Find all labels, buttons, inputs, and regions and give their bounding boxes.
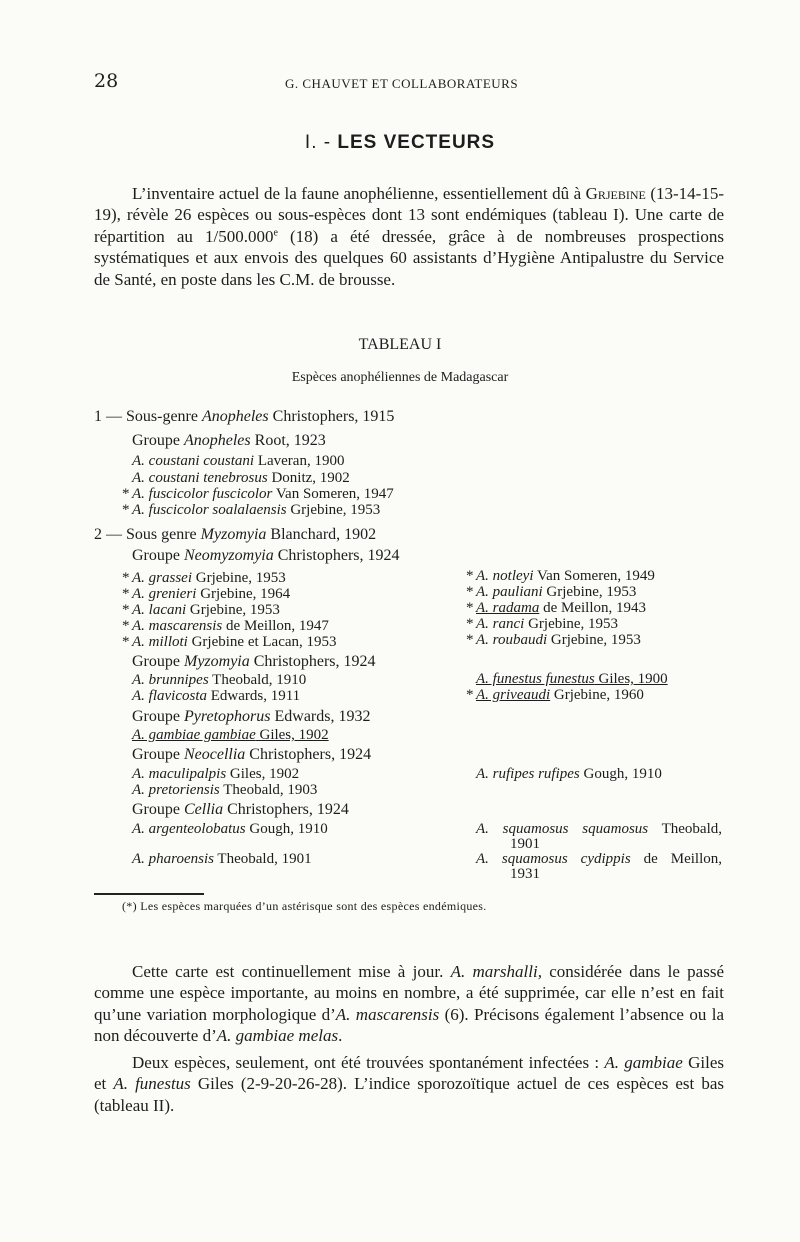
species-author: Grjebine, 1953 xyxy=(547,632,641,648)
species-name: A. notleyi xyxy=(476,568,534,584)
species-name: A. gambiae melas xyxy=(216,1026,339,1046)
species-author: Giles, 1902 xyxy=(226,766,300,782)
species-author: Edwards, 1911 xyxy=(207,688,301,704)
paragraph-map-update xyxy=(94,961,724,1047)
section-title xyxy=(0,132,800,154)
species-author: Gough, 1910 xyxy=(245,821,328,837)
species-name: A. funestus xyxy=(113,1074,191,1094)
species-name: A. grenieri xyxy=(132,586,197,602)
species-name: A. mascarensis xyxy=(132,618,223,634)
endemic-mark: * xyxy=(466,616,474,632)
group-pyretophorus xyxy=(132,708,370,725)
species-name: A. grassei xyxy=(132,570,192,586)
endemic-mark: * xyxy=(122,618,130,634)
taxon-name: Anopheles xyxy=(183,432,251,449)
species-name: A. pharoensis xyxy=(132,851,214,867)
section-title-text: LES VECTEURS xyxy=(337,132,496,153)
endemic-mark: * xyxy=(122,602,130,618)
text-run: (13-14-15-19), révèle 26 espèces ou sous-espèces dont 13 sont endémiques (tableau I). Une carte de répartition au 1/500.000 xyxy=(94,184,724,246)
species-author-continued: 1931 xyxy=(510,866,540,882)
species-item xyxy=(132,727,329,744)
species-item xyxy=(122,618,329,635)
text-run: Cette carte est continuellement mise à jour. xyxy=(132,962,451,981)
species-name: A. radama xyxy=(476,600,540,616)
text-run: 2 — Sous genre xyxy=(94,526,201,543)
subgenus-anopheles xyxy=(94,408,394,425)
species-name: A. ranci xyxy=(476,616,525,632)
text-run: Deux espèces, seulement, ont été trouvées spontanément infectées : xyxy=(132,1053,605,1072)
text-run: Edwards, 1932 xyxy=(270,708,371,725)
text-run: Christophers, 1924 xyxy=(245,746,372,763)
species-name: A. squamosus squamosus xyxy=(476,821,649,837)
section-number: I. xyxy=(304,132,318,153)
species-author: Grjebine, 1964 xyxy=(196,586,291,602)
taxon-name: Neomyzomyia xyxy=(183,547,274,564)
paragraph-intro xyxy=(94,183,724,290)
species-item xyxy=(466,632,641,649)
species-author-continued: 1901 xyxy=(510,836,540,852)
text-run: Groupe xyxy=(132,746,184,763)
species-name: A. argenteolobatus xyxy=(132,821,246,837)
species-item xyxy=(122,570,286,587)
species-name: A. pauliani xyxy=(476,584,543,600)
group-neomyzomyia xyxy=(132,547,400,564)
species-author: Theobald, 1901 xyxy=(213,851,312,867)
text-run: Groupe xyxy=(132,547,184,564)
text-run: Christophers, 1924 xyxy=(249,653,376,670)
species-author: Theobald, xyxy=(648,821,723,837)
species-name: A. brunnipes xyxy=(132,672,209,688)
species-item xyxy=(466,687,644,704)
taxon-name: Anopheles xyxy=(201,408,269,425)
subgenus-myzomyia xyxy=(94,526,376,543)
species-author: Grjebine, 1953 xyxy=(186,602,280,618)
endemic-mark: * xyxy=(122,486,130,502)
text-run: Blanchard, 1902 xyxy=(266,526,377,543)
running-head: G. CHAUVET ET COLLABORATEURS xyxy=(285,76,519,91)
text-run: 1 — Sous-genre xyxy=(94,408,202,425)
species-name: A. lacani xyxy=(132,602,187,618)
species-name: A. mascarensis xyxy=(335,1004,440,1024)
text-run: (6). Précisons également l’absence ou la non découverte d’ xyxy=(94,1004,724,1046)
species-item xyxy=(476,766,662,783)
species-author: Grjebine, 1960 xyxy=(550,687,644,703)
species-name: A. pretoriensis xyxy=(132,782,220,798)
endemic-mark: * xyxy=(466,600,474,616)
superscript: e xyxy=(273,227,278,239)
species-author: Grjebine et Lacan, 1953 xyxy=(187,634,337,650)
table-footnote: (*) Les espèces marquées d’un astérisque sont des espèces endémiques. xyxy=(122,899,487,913)
text-run: considérée dans le passé comme une espèce importante, au moins en nombre, a été supprimée, car elle n’est en fait qu’une variation morphologique d’ xyxy=(94,962,725,1024)
section-dash: - xyxy=(323,132,332,153)
species-item xyxy=(466,616,618,633)
species-author: Laveran, 1900 xyxy=(254,453,345,469)
species-name: A. flavicosta xyxy=(132,688,207,704)
table-subtitle: Espèces anophéliennes de Madagascar xyxy=(291,370,509,385)
species-name: A. griveaudi xyxy=(476,687,551,703)
species-name: A. coustani coustani xyxy=(132,453,255,469)
species-author: Grjebine, 1953 xyxy=(524,616,619,632)
group-myzomyia xyxy=(132,653,376,670)
species-item xyxy=(122,502,380,519)
species-name: A. roubaudi xyxy=(476,632,548,648)
page-number: 28 xyxy=(94,70,119,92)
species-item xyxy=(466,600,646,617)
endemic-mark: * xyxy=(466,584,474,600)
endemic-mark: * xyxy=(466,568,474,584)
species-item xyxy=(122,470,350,487)
species-author: Grjebine, 1953 xyxy=(192,570,286,586)
species-item xyxy=(122,486,394,503)
species-name: A. fuscicolor fuscicolor xyxy=(132,486,273,502)
table-title: TABLEAU I xyxy=(358,336,442,353)
endemic-mark: * xyxy=(466,687,474,703)
species-author: Giles, 1900 xyxy=(594,671,668,687)
text-run: Giles et xyxy=(94,1053,724,1094)
species-item xyxy=(132,782,317,799)
footnote-rule xyxy=(94,893,204,895)
text-run: Groupe xyxy=(132,653,184,670)
species-item xyxy=(122,586,290,603)
species-item xyxy=(122,602,280,619)
species-author: Gough, 1910 xyxy=(579,766,662,782)
species-name: A. funestus funestus xyxy=(476,671,595,687)
species-item xyxy=(476,671,668,688)
species-item xyxy=(466,584,636,601)
text-run: Groupe xyxy=(132,801,184,818)
text-run: . xyxy=(338,1026,343,1046)
taxon-name: Myzomyia xyxy=(183,653,250,670)
species-name: A. rufipes rufipes xyxy=(476,766,580,782)
species-author: Grjebine, 1953 xyxy=(286,502,381,518)
paragraph-infected-species xyxy=(94,1052,724,1116)
species-author: Van Someren, 1947 xyxy=(272,486,394,502)
taxon-name: Cellia xyxy=(183,801,224,818)
species-name: A. fuscicolor soalalaensis xyxy=(132,502,287,518)
species-author: Theobald, 1903 xyxy=(219,782,318,798)
species-name: A. maculipalpis xyxy=(132,766,227,782)
species-author: de Meillon, xyxy=(630,851,722,867)
text-run: Christophers, 1924 xyxy=(273,547,400,564)
species-name: A. gambiae xyxy=(604,1053,683,1072)
group-anopheles xyxy=(132,432,326,449)
species-item xyxy=(132,672,306,689)
endemic-mark: * xyxy=(122,634,130,650)
species-item xyxy=(122,634,337,651)
text-run: Giles (2-9-20-26-28). L’indice sporozoïtique actuel de ces espèces est bas (tableau II). xyxy=(94,1074,725,1115)
species-author: Giles, 1902 xyxy=(255,727,329,743)
text-run: L’inventaire actuel de la faune anophélienne, essentiellement dû à xyxy=(132,184,586,203)
species-author: Van Someren, 1949 xyxy=(533,568,655,584)
text-run: Groupe xyxy=(132,708,184,725)
species-item xyxy=(132,821,328,838)
taxon-name: Myzomyia xyxy=(200,526,267,543)
group-cellia xyxy=(132,801,349,818)
author-name: Grjebine xyxy=(585,184,646,203)
text-run: Groupe xyxy=(132,432,184,449)
species-name: A. squamosus cydippis xyxy=(476,851,631,867)
species-name: A. coustani tenebrosus xyxy=(132,470,268,486)
group-neocellia xyxy=(132,746,371,763)
species-name: A. gambiae gambiae xyxy=(132,727,256,743)
species-item xyxy=(132,688,300,705)
species-item xyxy=(132,851,312,868)
endemic-mark: * xyxy=(122,586,130,602)
text-run: (18) a été dressée, grâce à de nombreuses prospections systématiques et aux envois des quelques 60 assistants d’Hygiène Antipalustre du Service de Santé, en poste dans les C.M. de brousse. xyxy=(94,226,724,289)
text-run: Christophers, 1924 xyxy=(223,801,349,818)
species-author: de Meillon, 1943 xyxy=(539,600,646,616)
species-author: Theobald, 1910 xyxy=(208,672,307,688)
species-name: A. marshalli, xyxy=(450,962,542,981)
endemic-mark: * xyxy=(122,502,130,518)
species-name: A. milloti xyxy=(132,634,188,650)
species-item xyxy=(122,453,344,470)
taxon-name: Pyretophorus xyxy=(183,708,271,725)
endemic-mark: * xyxy=(122,570,130,586)
text-run: Christophers, 1915 xyxy=(268,408,395,425)
species-item xyxy=(466,568,655,585)
species-author: de Meillon, 1947 xyxy=(222,618,329,634)
species-author: Grjebine, 1953 xyxy=(542,584,637,600)
species-item xyxy=(132,766,299,783)
species-author: Donitz, 1902 xyxy=(267,470,350,486)
text-run: Root, 1923 xyxy=(250,432,326,449)
endemic-mark: * xyxy=(466,632,474,648)
taxon-name: Neocellia xyxy=(183,746,246,763)
